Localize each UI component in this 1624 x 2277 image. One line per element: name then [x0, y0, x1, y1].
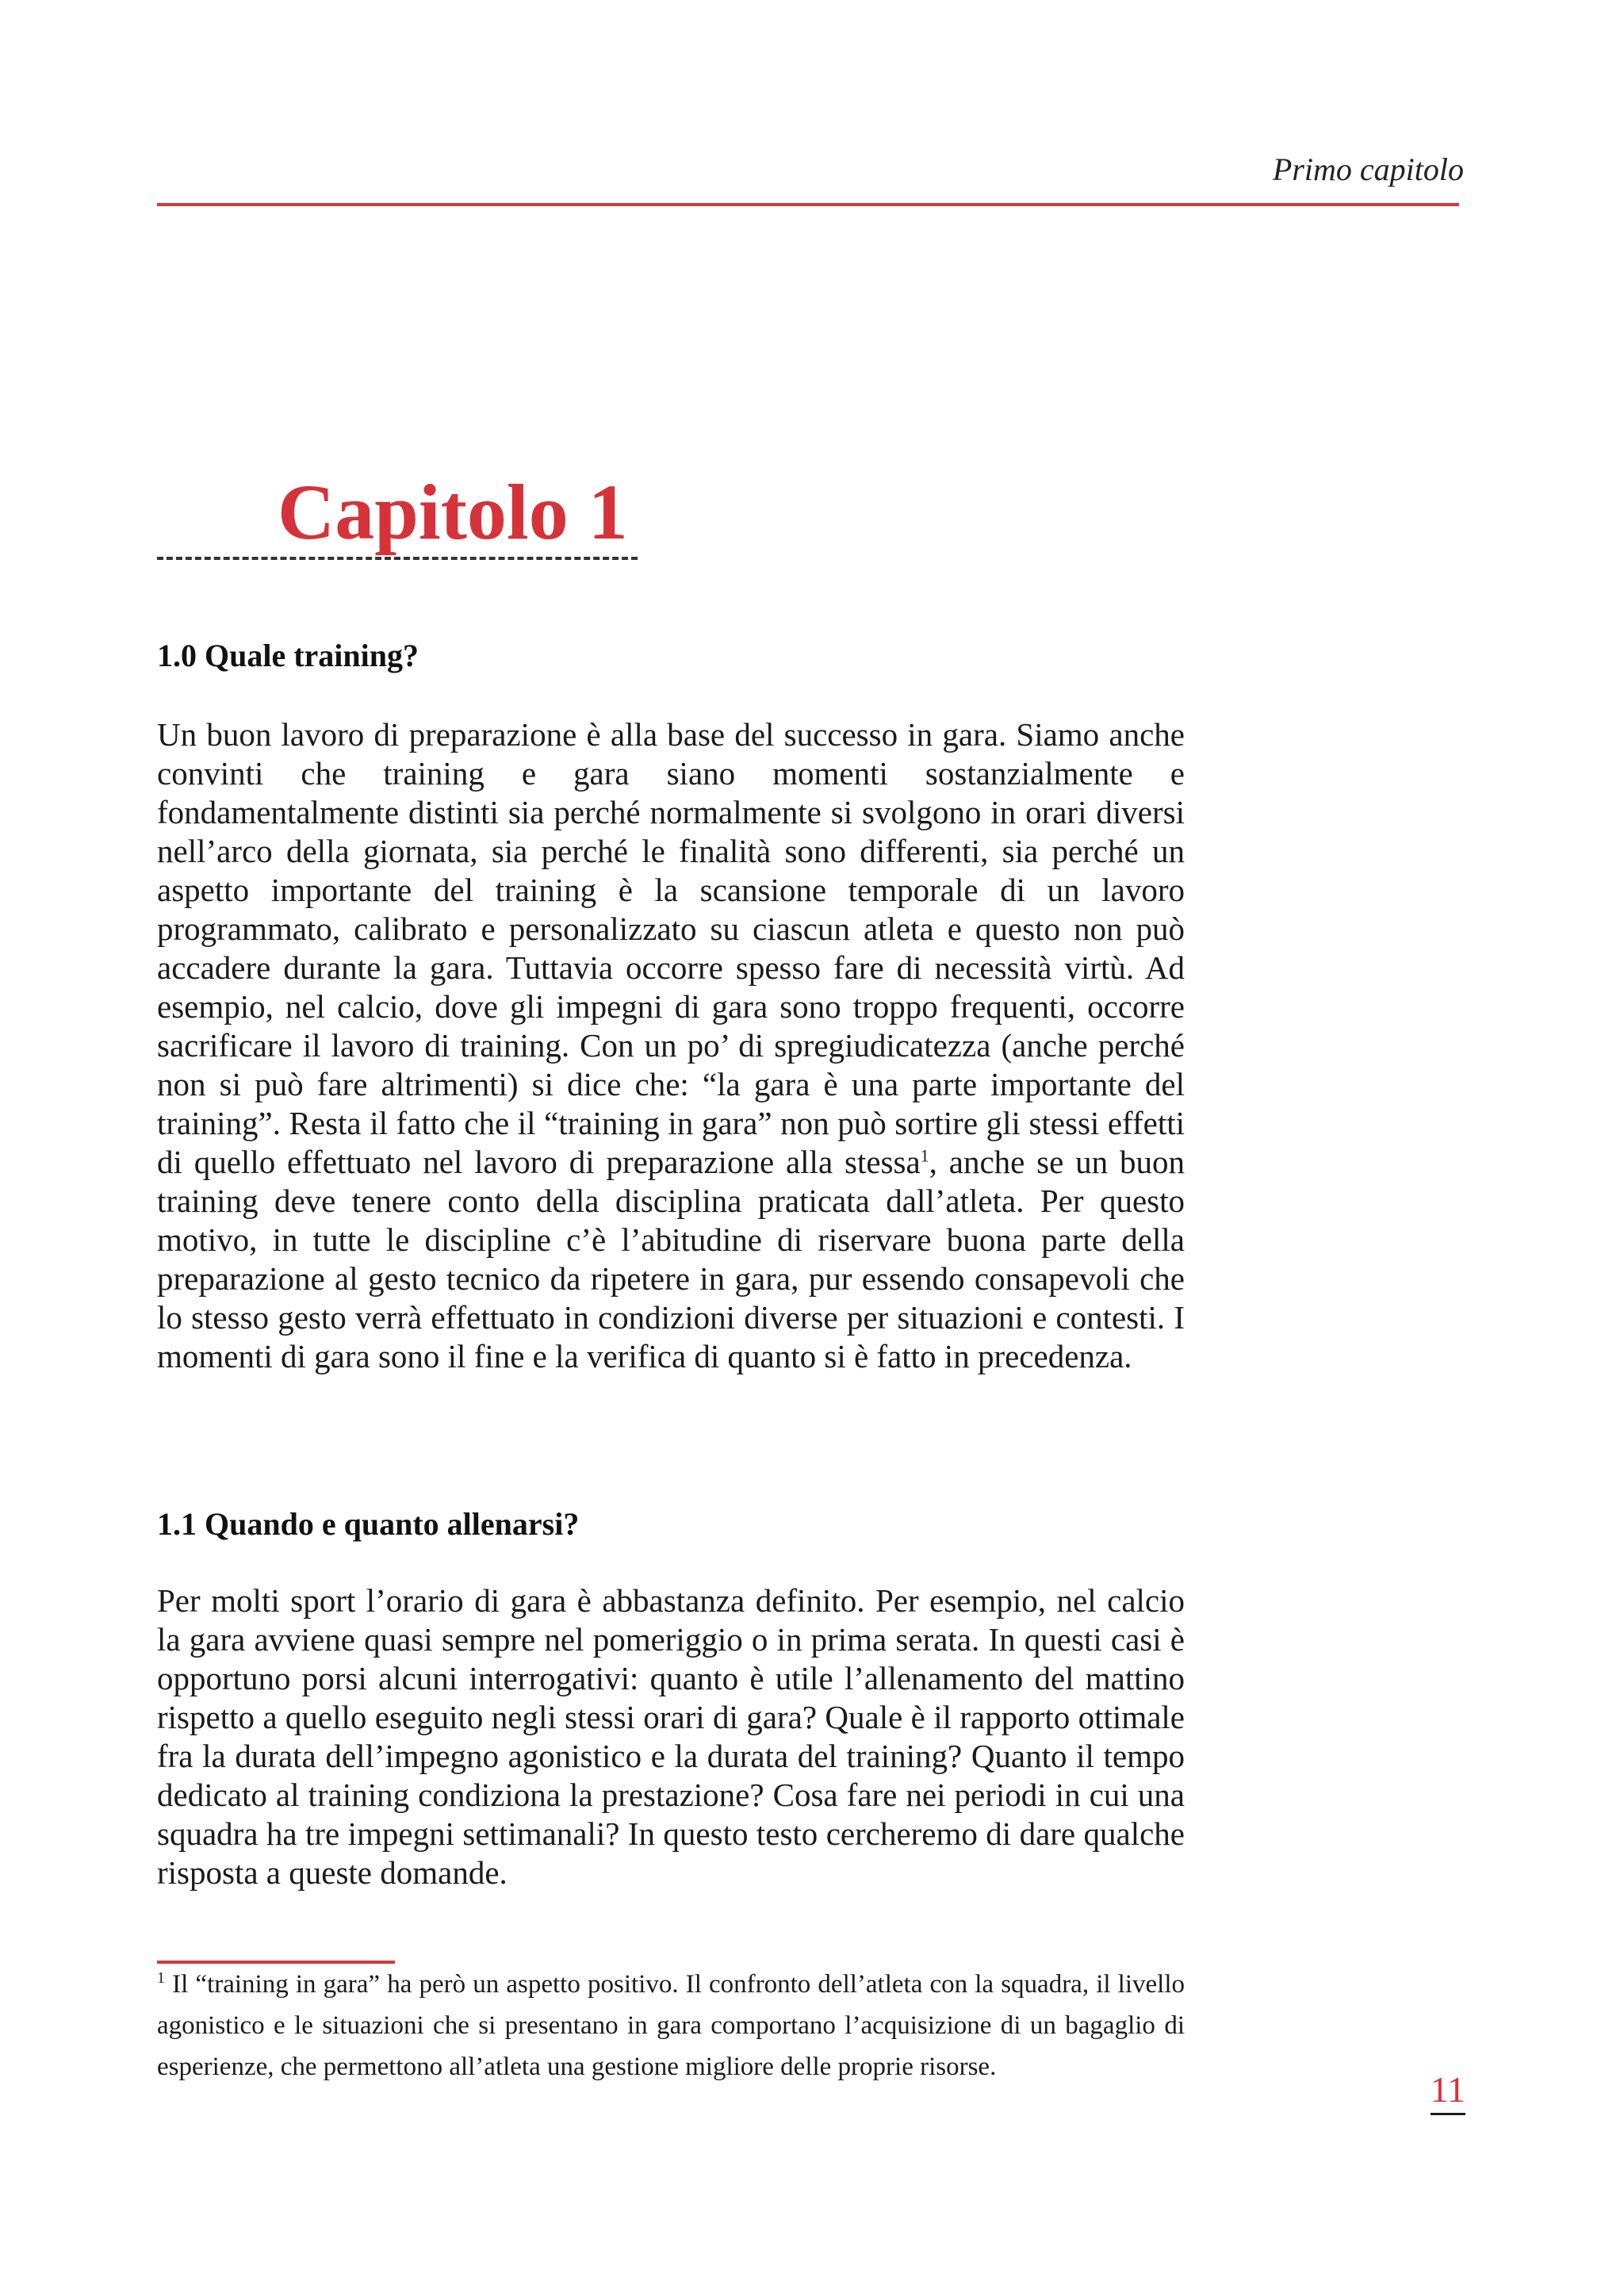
- running-head: Primo capitolo: [1272, 151, 1464, 187]
- paragraph-text-part-1: Un buon lavoro di preparazione è alla base del successo in gara. Siamo anche convinti che training e gara siano momenti sostanzialmente e fondamentalmente distinti sia perché normalmente si svolgono in orari diversi nell’arco della giornata, sia perché le finalità sono differenti, sia perché un aspetto importante del training è la scansione temporale di un lavoro programmato, calibrato e personalizzato su ciascun atleta e questo non può accadere durante la gara. Tuttavia occorre spesso fare di necessità virtù. Ad esempio, nel calcio, dove gli impegni di gara sono troppo frequenti, occorre sacrificare il lavoro di training. Con un po’ di spregiudicatezza (anche perché non si può fare altrimenti) si dice che: “la gara è una parte importante del training”. Resta il fatto che il “training in gara” non può sortire gli stessi effetti di quello effettuato nel lavoro di preparazione alla stessa: [157, 716, 1185, 1180]
- chapter-title-dashed-rule: [157, 557, 638, 560]
- footnote-reference: 1: [920, 1145, 929, 1166]
- footnote-marker: 1: [157, 1969, 165, 1987]
- chapter-title: Capitolo 1: [278, 468, 628, 556]
- paragraph-text-part-2: , anche se un buon training deve tenere conto della disciplina praticata dall’atleta. Per questo motivo, in tutte le discipline c’è l’abitudine di riservare buona parte della preparazione al gesto tecnico da ripetere in gara, pur essendo consapevoli che lo stesso gesto verrà effettuato in condizioni diverse per situazioni e contesti. I momenti di gara sono il fine e la verifica di quanto si è fatto in precedenza.: [157, 1144, 1185, 1374]
- header-rule: [157, 203, 1459, 206]
- section-heading-1-0: 1.0 Quale training?: [157, 638, 419, 673]
- section-heading-1-1: 1.1 Quando e quanto allenarsi?: [157, 1506, 580, 1542]
- footnote-text: Il “training in gara” ha però un aspetto positivo. Il confronto dell’atleta con la squadra, il livello agonistico e le situazioni che si presentano in gara comportano l’acquisizione di un bagaglio di esperienze, che permettono all’atleta una gestione migliore delle proprie risorse.: [157, 1970, 1185, 2081]
- page-number: 11: [1431, 2072, 1465, 2115]
- footnote: [157, 1964, 1185, 2087]
- section-1-1-paragraph: Per molti sport l’orario di gara è abbastanza definito. Per esempio, nel calcio la gara avviene quasi sempre nel pomeriggio o in prima serata. In questi casi è opportuno porsi alcuni interrogativi: quanto è utile l’allenamento del mattino rispetto a quello eseguito negli stessi orari di gara? Quale è il rapporto ottimale fra la durata dell’impegno agonistico e la durata del training? Quanto il tempo dedicato al training condiziona la prestazione? Cosa fare nei periodi in cui una squadra ha tre impegni settimanali? In questo testo cercheremo di dare qualche risposta a queste domande.: [157, 1582, 1185, 1891]
- section-1-0-paragraph: [157, 715, 1185, 1376]
